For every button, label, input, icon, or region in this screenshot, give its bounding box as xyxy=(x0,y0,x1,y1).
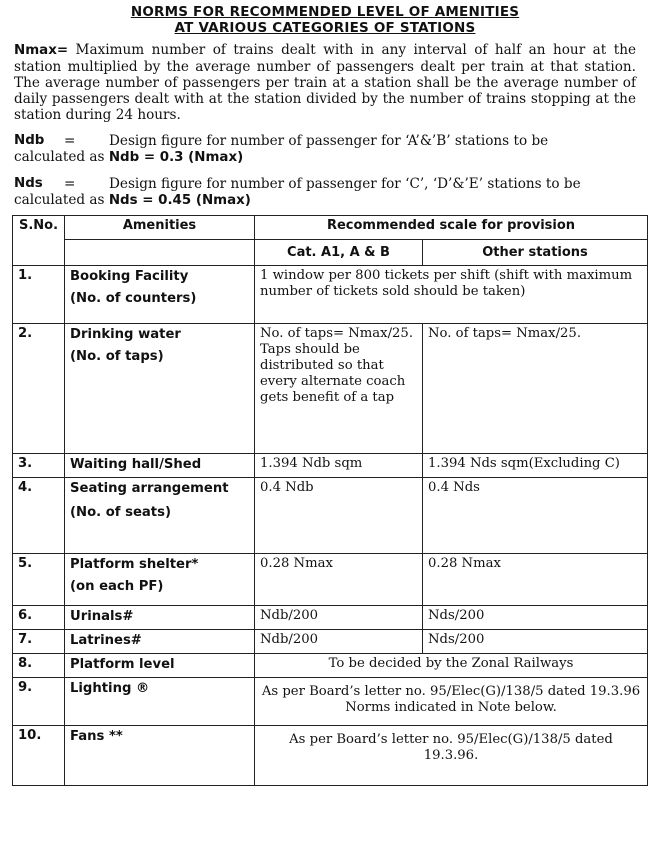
nds-formula: Nds = 0.45 (Nmax) xyxy=(108,193,251,208)
nmax-term: Nmax= xyxy=(14,43,69,58)
row-sno: 3. xyxy=(13,454,65,478)
row-cat-ab: 1.394 Ndb sqm xyxy=(255,454,423,478)
amenity-sub: (No. of counters) xyxy=(70,291,197,306)
subheader-row xyxy=(13,240,648,266)
header-cat-ab: Cat. A1, A & B xyxy=(255,240,423,266)
row-amenity xyxy=(65,266,255,324)
row-sno: 4. xyxy=(13,478,65,554)
row-sno: 7. xyxy=(13,630,65,654)
row-other: 1.394 Nds sqm(Excluding C) xyxy=(423,454,648,478)
table-row xyxy=(13,454,648,478)
row-cat-ab: 0.28 Nmax xyxy=(255,554,423,606)
table-row xyxy=(13,266,648,324)
amenity-sub: (No. of taps) xyxy=(70,349,164,364)
amenity-name: Booking Facility xyxy=(70,269,189,284)
header-row xyxy=(13,216,648,240)
row-sno: 1. xyxy=(13,266,65,324)
table-row xyxy=(13,726,648,786)
amenity-name: Seating arrangement xyxy=(70,481,229,496)
header-other: Other stations xyxy=(423,240,648,266)
header-sno: S.No. xyxy=(13,216,65,266)
row-sno: 5. xyxy=(13,554,65,606)
nds-text: Design figure for number of passenger for ‘C’, ‘D’&’E’ stations to be xyxy=(109,176,581,192)
row-amenity xyxy=(65,554,255,606)
amenity-name: Drinking water xyxy=(70,327,181,342)
row-sno: 2. xyxy=(13,324,65,454)
nmax-text: Maximum number of trains dealt with in any interval of half an hour at the station multiplied by the average number of passengers dealt per train at that station. The average number of passengers per train at a station shall be the average number of daily passengers dealt with at the station divided by the number of trains stopping at the station during 24 hours. xyxy=(14,42,636,123)
table-row xyxy=(13,678,648,726)
row-other: 0.4 Nds xyxy=(423,478,648,554)
row-sno: 8. xyxy=(13,654,65,678)
amenity-sub: (on each PF) xyxy=(70,579,164,594)
header-amenities-blank xyxy=(65,240,255,266)
title-line-1: NORMS FOR RECOMMENDED LEVEL OF AMENITIES xyxy=(130,4,520,20)
row-amenity: Urinals# xyxy=(65,606,255,630)
row-other: Nds/200 xyxy=(423,606,648,630)
nds-text2: calculated as xyxy=(14,192,109,208)
row-amenity: Platform level xyxy=(65,654,255,678)
row-merged: To be decided by the Zonal Railways xyxy=(255,654,648,678)
ndb-text2: calculated as xyxy=(14,149,109,165)
amenity-sub: (No. of seats) xyxy=(70,505,171,520)
amenity-name: Platform shelter* xyxy=(70,557,199,572)
row-cat-ab: No. of taps= Nmax/25. Taps should be distributed so that every alternate coach gets benefit of a tap xyxy=(255,324,423,454)
row-other: Nds/200 xyxy=(423,630,648,654)
ndb-term: Ndb xyxy=(14,133,45,148)
row-amenity xyxy=(65,324,255,454)
table-row xyxy=(13,554,648,606)
nds-definition xyxy=(14,176,636,209)
ndb-formula: Ndb = 0.3 (Nmax) xyxy=(108,150,244,165)
row-sno: 9. xyxy=(13,678,65,726)
row-other: No. of taps= Nmax/25. xyxy=(423,324,648,454)
header-recommended: Recommended scale for provision xyxy=(255,216,648,240)
ndb-text: Design figure for number of passenger for ‘A’&’B’ stations to be xyxy=(109,133,549,149)
row-amenity xyxy=(65,478,255,554)
row-merged: As per Board’s letter no. 95/Elec(G)/138/5 dated 19.3.96. xyxy=(255,726,648,786)
title-line-2: AT VARIOUS CATEGORIES OF STATIONS xyxy=(174,20,476,36)
header-amenities: Amenities xyxy=(65,216,255,240)
table-row xyxy=(13,606,648,630)
table-row xyxy=(13,654,648,678)
row-cat-ab: Ndb/200 xyxy=(255,630,423,654)
row-merged: 1 window per 800 tickets per shift (shift with maximum number of tickets sold should be taken) xyxy=(255,266,648,324)
row-sno: 6. xyxy=(13,606,65,630)
ndb-definition xyxy=(14,133,636,166)
table-row xyxy=(13,478,648,554)
row-cat-ab: Ndb/200 xyxy=(255,606,423,630)
row-amenity: Fans ** xyxy=(65,726,255,786)
nds-term: Nds xyxy=(14,176,43,191)
table-row xyxy=(13,324,648,454)
row-merged: As per Board’s letter no. 95/Elec(G)/138/5 dated 19.3.96 Norms indicated in Note below. xyxy=(255,678,648,726)
row-amenity: Waiting hall/Shed xyxy=(65,454,255,478)
ndb-eq: = xyxy=(64,133,76,149)
amenities-table xyxy=(12,215,648,786)
row-amenity: Latrines# xyxy=(65,630,255,654)
nmax-definition xyxy=(14,42,636,123)
row-sno: 10. xyxy=(13,726,65,786)
row-cat-ab: 0.4 Ndb xyxy=(255,478,423,554)
nds-eq: = xyxy=(64,176,76,192)
row-other: 0.28 Nmax xyxy=(423,554,648,606)
row-amenity: Lighting ® xyxy=(65,678,255,726)
table-row xyxy=(13,630,648,654)
